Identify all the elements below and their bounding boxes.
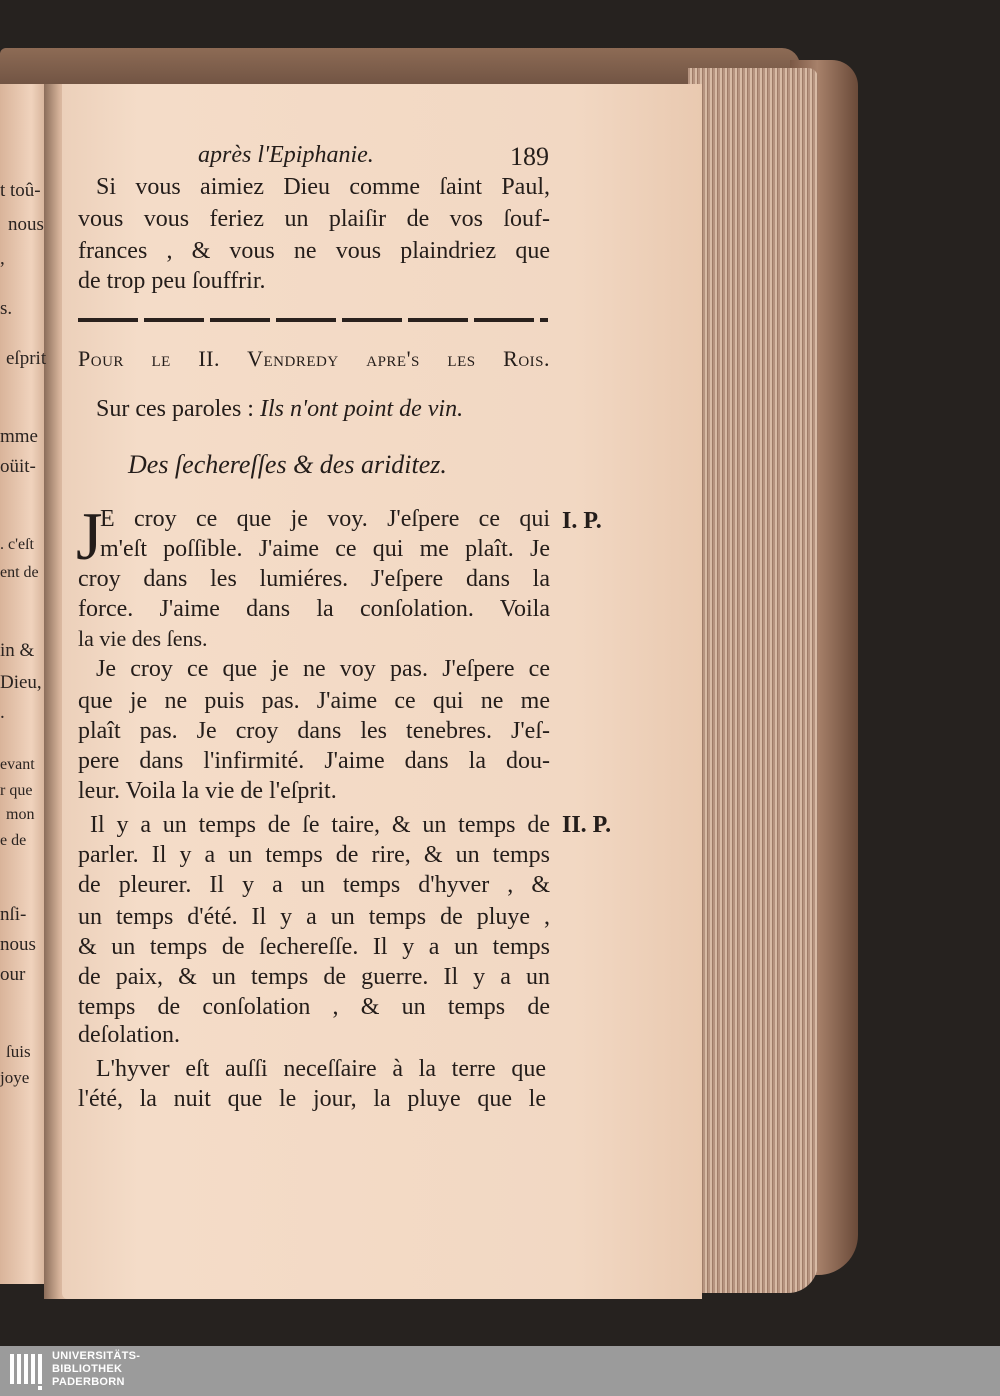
left-fragment: mon (6, 806, 35, 823)
left-fragment: ſuis (6, 1042, 31, 1061)
left-fragment: eſprit (6, 348, 47, 369)
marginal-note-2: II. P. (562, 812, 612, 838)
text-line: croy dans les lumiéres. J'eſpere dans la (78, 566, 550, 592)
subtitle-prefix: Sur ces paroles : (96, 396, 260, 422)
text-line: plaît pas. Je croy dans les tenebres. J'eſ- (78, 718, 550, 744)
left-fragment: , (0, 248, 5, 269)
left-fragment: nſi- (0, 904, 27, 925)
text-line: frances , & vous ne vous plaindriez que (78, 238, 550, 264)
text-line: pere dans l'infirmité. J'aime dans la dou- (78, 748, 550, 774)
text-line: L'hyver eſt auſſi neceſſaire à la terre que (96, 1056, 546, 1082)
subtitle-quote: Ils n'ont point de vin. (259, 396, 464, 422)
text-line: leur. Voila la vie de l'eſprit. (78, 778, 337, 804)
section-topic: Des ſechereſſes & des ariditez. (128, 450, 447, 479)
text-line: parler. Il y a un temps de rire, & un temps (78, 842, 550, 868)
text-line: un temps d'été. Il y a un temps de pluye , (78, 904, 550, 930)
library-name (52, 1350, 140, 1389)
text-line: & un temps de ſechereſſe. Il y a un temps (78, 934, 550, 960)
text-line: force. J'aime dans la conſolation. Voila (78, 596, 550, 622)
library-name-line: UNIVERSITÄTS- (52, 1350, 141, 1362)
library-name-line: BIBLIOTHEK (52, 1363, 123, 1375)
running-head: après l'Epiphanie. (198, 142, 374, 168)
left-fragment: joye (0, 1068, 30, 1087)
page-number: 189 (510, 142, 549, 171)
left-fragment: t toû- (0, 180, 41, 201)
library-footer (0, 1346, 1000, 1396)
page-edges (688, 68, 818, 1293)
section-title: Pour le II. Vendredy apre's les Rois. (78, 346, 550, 371)
section-divider (78, 318, 548, 322)
text-line: Il y a un temps de ſe taire, & un temps de (90, 812, 550, 838)
left-fragment: e de (0, 832, 27, 849)
left-fragment: s. (0, 298, 13, 319)
text-line: vous vous feriez un plaiſir de vos ſouf- (78, 206, 550, 232)
text-line: la vie des ſens. (78, 626, 208, 651)
text-line: l'été, la nuit que le jour, la pluye que le (78, 1086, 546, 1112)
left-fragment: evant (0, 756, 35, 773)
book-cover-top (0, 48, 800, 88)
drop-cap: J (76, 498, 103, 574)
marginal-note-1: I. P. (562, 508, 602, 534)
text-line: E croy ce que je voy. J'eſpere ce qui (100, 506, 550, 532)
library-name-line: PADERBORN (52, 1376, 125, 1388)
section-subtitle (96, 396, 463, 423)
text-line: m'eſt poſſible. J'aime ce qui me plaît. Je (100, 536, 550, 562)
left-fragment: Dieu, (0, 672, 42, 693)
left-fragment: . (0, 702, 5, 723)
left-fragment: r que (0, 782, 33, 799)
left-fragment: mme (0, 426, 38, 447)
text-line: deſolation. (78, 1022, 180, 1048)
text-line: Si vous aimiez Dieu comme ſaint Paul, (96, 174, 550, 200)
left-fragment: . c'eſt (0, 536, 34, 553)
text-line: de pleurer. Il y a un temps d'hyver , & (78, 872, 550, 898)
text-line: de paix, & un temps de guerre. Il y a un (78, 964, 550, 990)
left-fragment: nous (0, 934, 36, 955)
left-fragment: our (0, 964, 26, 985)
text-line: que je ne puis pas. J'aime ce qui ne me (78, 688, 550, 714)
left-fragment: nous (8, 214, 44, 235)
university-library-logo-icon (8, 1352, 46, 1392)
left-fragment: oüit- (0, 456, 36, 477)
left-fragment: in & (0, 640, 35, 661)
text-line: temps de conſolation , & un temps de (78, 994, 550, 1020)
left-fragment: ent de (0, 564, 39, 581)
text-line: Je croy ce que je ne voy pas. J'eſpere ce (96, 656, 550, 682)
text-line: de trop peu ſouffrir. (78, 268, 266, 294)
